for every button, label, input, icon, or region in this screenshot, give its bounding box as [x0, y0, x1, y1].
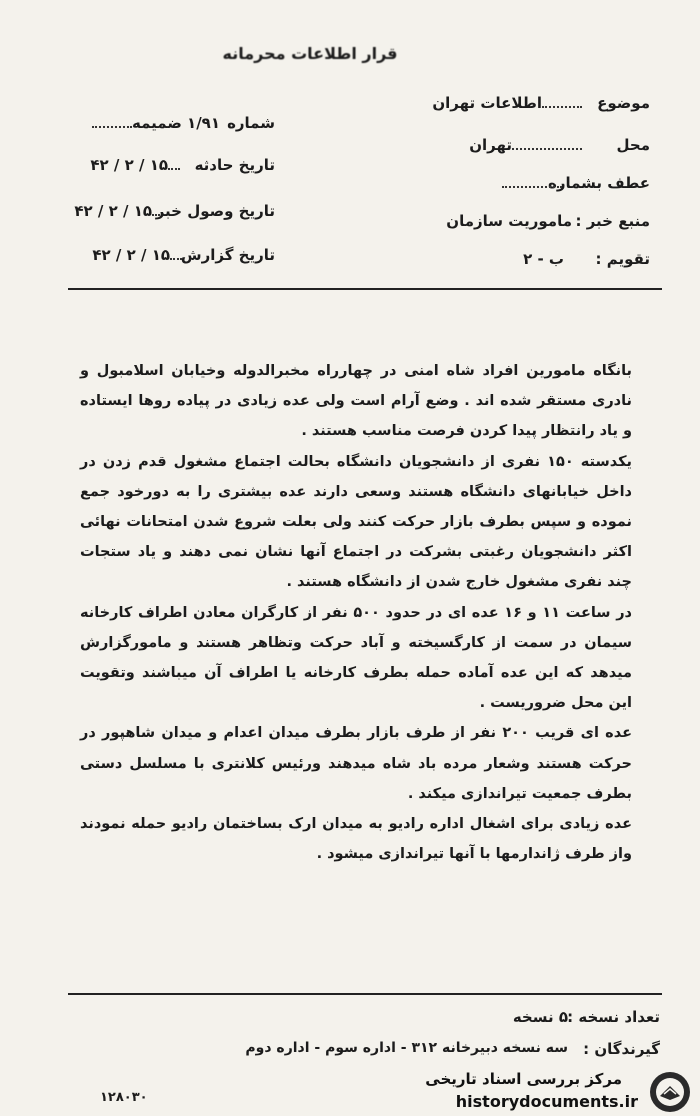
report-paragraph: در ساعت ۱۱ و ۱۶ عده ای در حدود ۵۰۰ نفر از کارگران معادن اطراف کارخانه سیمان در سمت از کارگسیخته و آباد حرکت وتظاهر هستند و مامورگزارش میدهد که این عده آماده حمله بطرف کارخانه یا اطراف آن میباشند وتقویت این محل ضروریست . [80, 604, 632, 712]
field-value-received-date: ۱۵ / ۲ / ۴۲ [74, 202, 160, 220]
margin-note: ۱۲۸۰۳۰ [100, 1090, 148, 1105]
watermark-logo [408, 1066, 700, 1116]
header-divider [68, 288, 662, 290]
book-seal-icon [648, 1070, 692, 1114]
copies-value: ۵ نسخه [512, 1008, 568, 1026]
report-body [80, 356, 632, 869]
field-label-subject: موضوع [597, 94, 650, 112]
report-paragraph: بانگاه مامورین افراد شاه امنی در چهارراه مخبرالدوله وخیابان اسلامبول و نادری مستقر شده اند . وضع آرام است ولی عده زیادی در پیاده روها ایستاده و یاد رانتظار پیدا کردن فرصت مناسب هستند . [80, 363, 632, 440]
field-value-evaluation: ب - ۲ [523, 250, 564, 268]
recipients-value: سه نسخه دبیرخانه ۳۱۲ - اداره سوم - اداره دوم [245, 1040, 568, 1056]
field-label-place: محل [616, 136, 650, 154]
field-label-number: شماره [227, 114, 275, 132]
field-label-received-date: تاریخ وصول خبر [155, 202, 275, 220]
copies-label: تعداد نسخه : [567, 1008, 660, 1026]
watermark-url: historydocuments.ir [455, 1092, 638, 1111]
recipients-label: گیرندگان : [583, 1040, 660, 1058]
watermark-org-name: مرکز بررسی اسناد تاریخی [425, 1070, 622, 1088]
field-value-place: تهران [469, 136, 582, 154]
field-label-source: منبع خبر : [575, 212, 650, 230]
field-label-reference: عطف بشماره [547, 174, 650, 192]
field-value-reference [502, 174, 562, 192]
field-value-source: ماموریت سازمان [446, 212, 572, 230]
field-label-evaluation: تقویم : [595, 250, 650, 268]
field-value-report-date: ۱۵ / ۲ / ۴۲ [92, 246, 182, 264]
report-paragraph: عده ای قریب ۲۰۰ نفر از طرف بازار بطرف میدان اعدام و میدان شاهپور در حرکت هستند وشعار مرده باد شاه میدهند ورئیس کلانتری با مسلسل دستی بطرف جمعیت تیراندازی میکند . [80, 725, 632, 802]
field-label-incident-date: تاریخ حادثه [194, 156, 275, 174]
report-paragraph: عده زیادی برای اشغال اداره رادیو به میدان ارک بساختمان رادیو حمله نمودند واز طرف ژاندارمها با آنها تیراندازی میشود . [80, 816, 632, 863]
field-label-report-date: تاریخ گزارش [180, 246, 275, 264]
report-paragraph: یکدسته ۱۵۰ نفری از دانشجویان دانشگاه بحالت اجتماع مشغول قدم زدن در داخل خیابانهای دانشگاه هستند وسعی دارند عده بیشتری را به دورخود جمع نموده و سپس بطرف بازار حرکت کنند ولی بعلت شروع شدن امتحانات نهائی اکثر دانشجویان رغبتی بشرکت در اجتماع آنها نشان نمی دهند و یاد ستجات چند نفری مشغول خارج شدن از دانشگاه هستند . [80, 453, 632, 591]
field-value-subject: اطلاعات تهران [432, 94, 582, 112]
field-value-incident-date: ۱۵ / ۲ / ۴۲ [90, 156, 180, 174]
document-header-title: قرار اطلاعات محرمانه [222, 44, 398, 63]
footer-divider [68, 993, 662, 995]
field-value-number: ۱/۹۱ ضمیمه [92, 114, 220, 132]
